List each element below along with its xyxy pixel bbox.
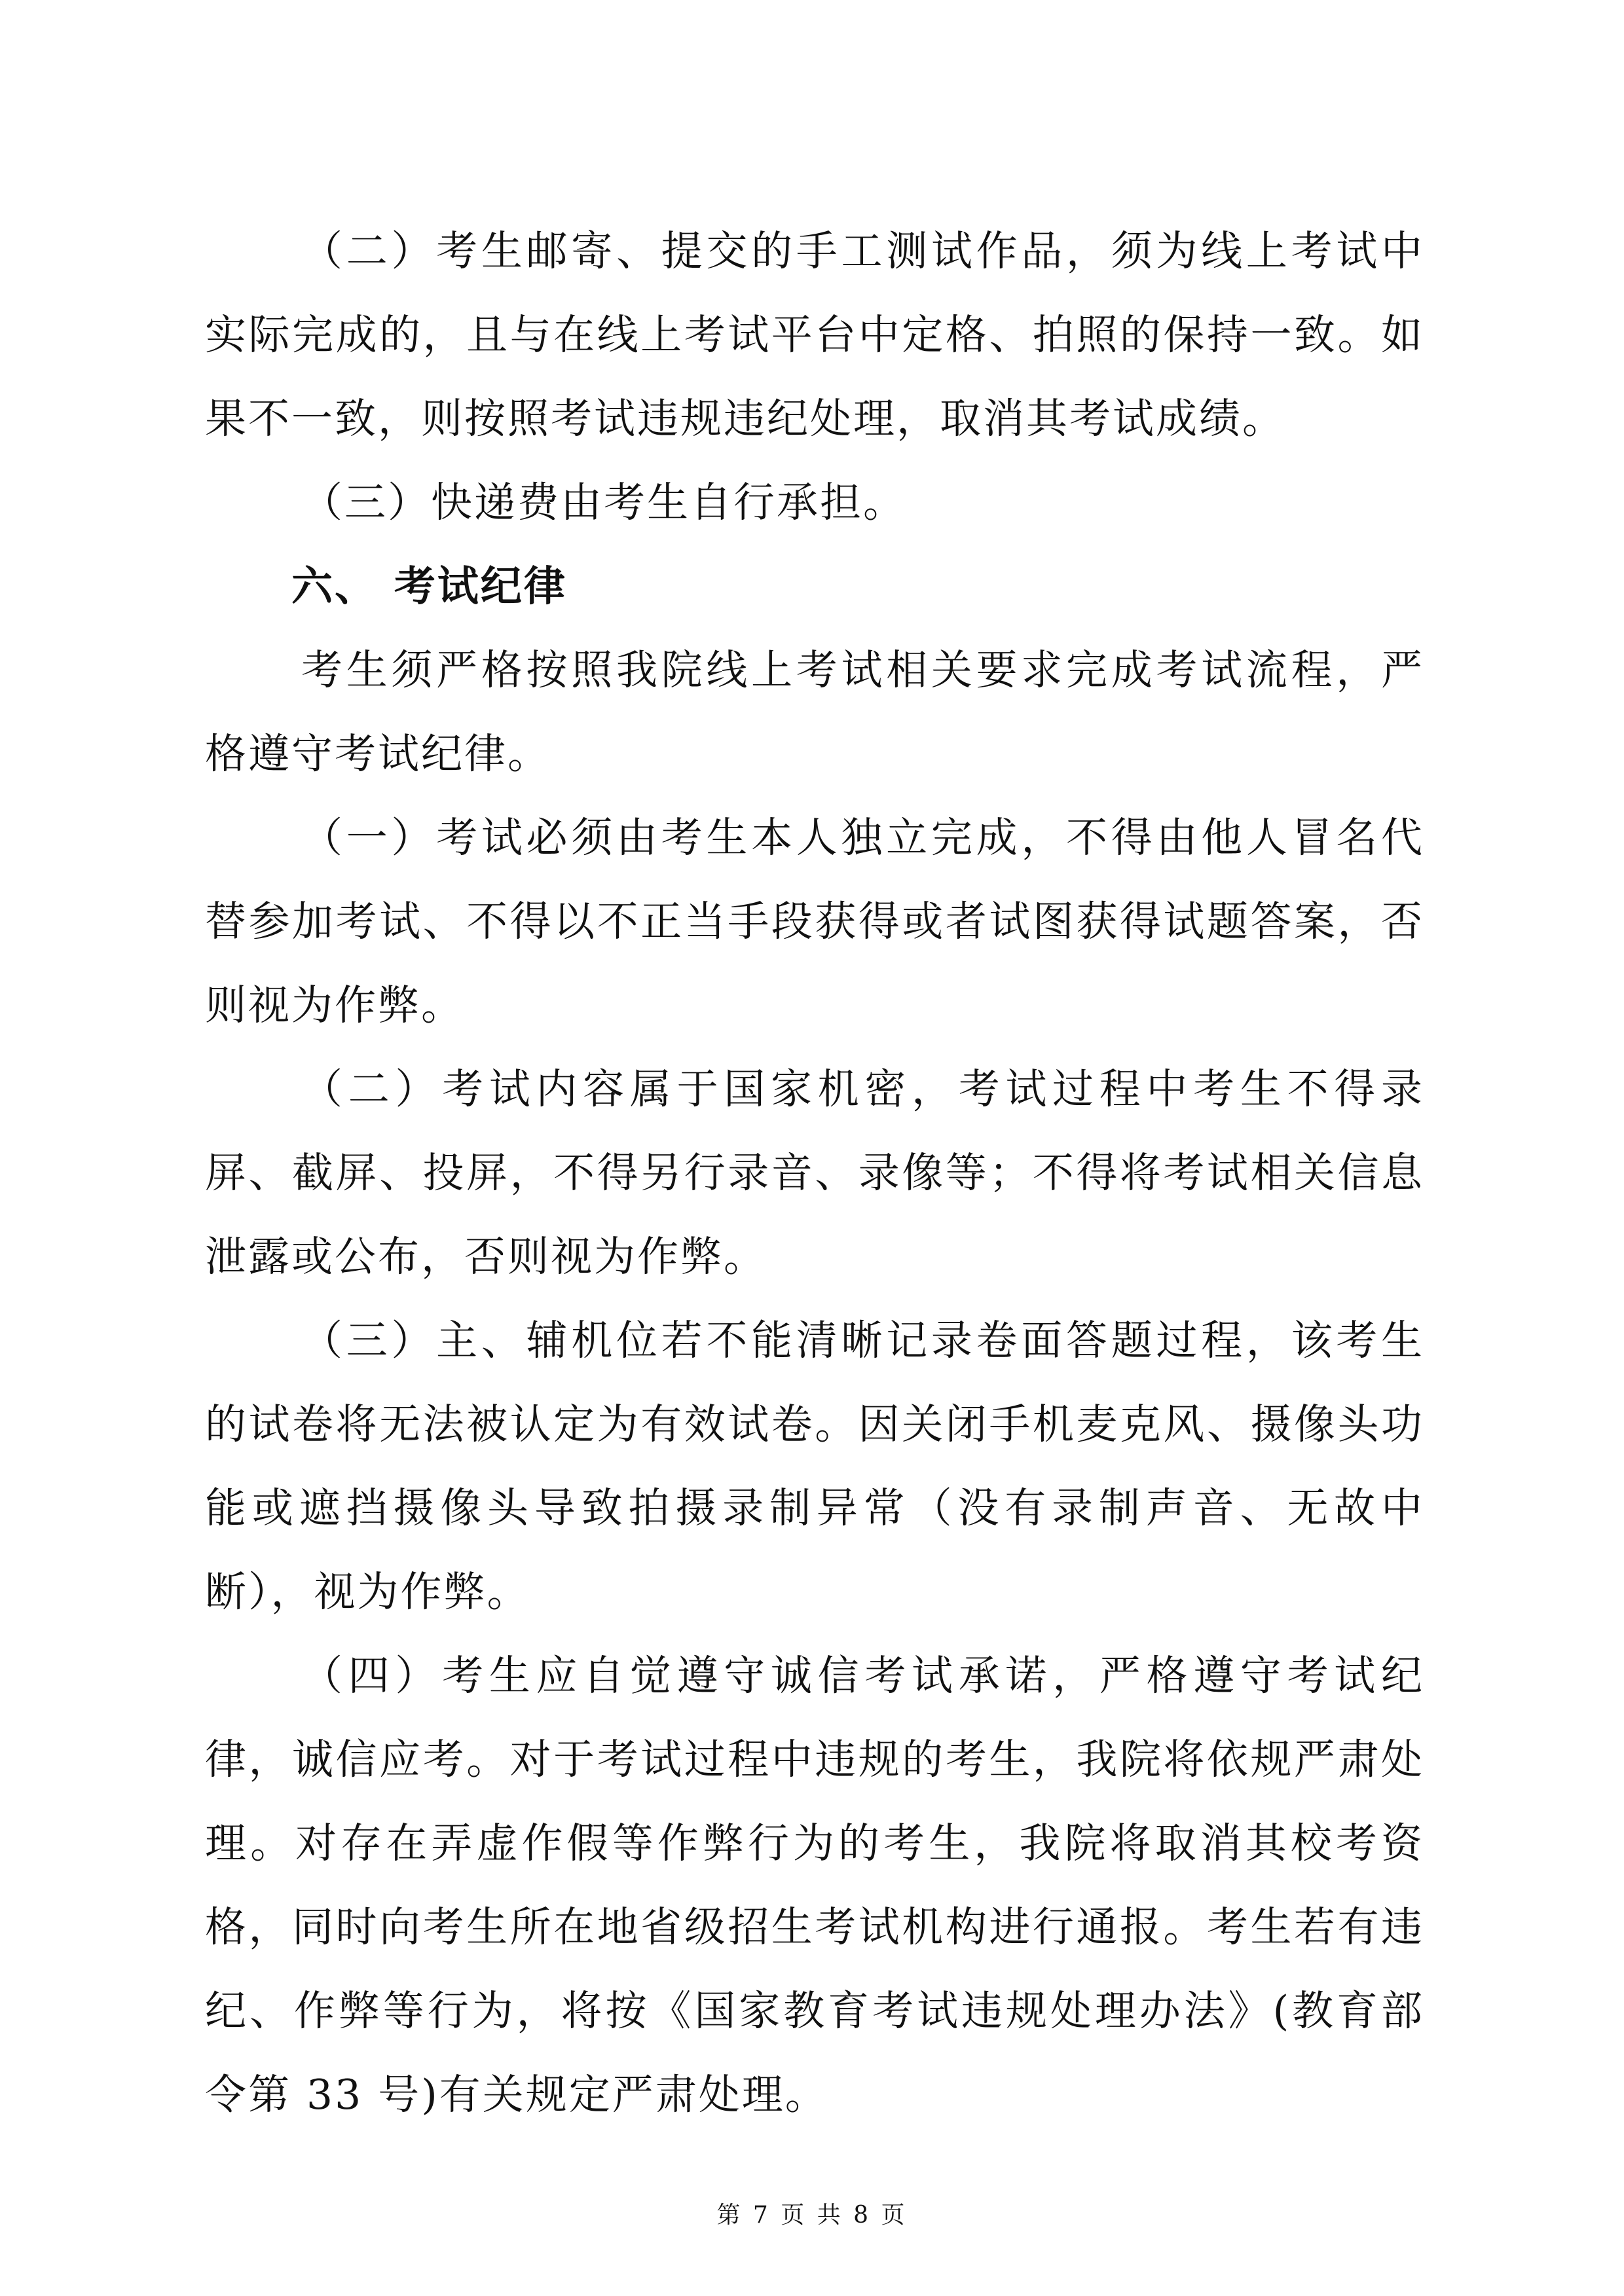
paragraph-integrity-pledge: （四）考生应自觉遵守诚信考试承诺，严格遵守考试纪律，诚信应考。对于考试过程中违规的考生，我院将依规严肃处理。对存在弄虚作假等作弊行为的考生，我院将取消其校考资格，同时向考生所在地省级招生考试机构进行通报。考生若有违纪、作弊等行为，将按《国家教育考试违规处理办法》(教育部令第 33 号)有关规定严肃处理。 [205,1652,1424,2119]
paragraph-confidentiality: （二）考试内容属于国家机密，考试过程中考生不得录屏、截屏、投屏，不得另行录音、录像等；不得将考试相关信息泄露或公布，否则视为作弊。 [205,1065,1424,1281]
paragraph-shipping-fee: （三）快递费由考生自行承担。 [301,479,906,526]
document-body [205,210,1424,2137]
paragraph-independent-completion: （一）考试必须由考生本人独立完成，不得由他人冒名代替参加考试、不得以不正当手段获得或者试图获得试题答案，否则视为作弊。 [205,814,1424,1029]
page-number-footer: 第 7 页 共 8 页 [716,2202,908,2229]
paragraph-discipline-intro: 考生须严格按照我院线上考试相关要求完成考试流程，严格遵守考试纪律。 [205,646,1424,778]
section-heading-exam-discipline: 六、 考试纪律 [291,562,567,610]
paragraph-camera-requirements: （三）主、辅机位若不能清晰记录卷面答题过程，该考生的试卷将无法被认定为有效试卷。因关闭手机麦克风、摄像头功能或遮挡摄像头导致拍摄录制异常（没有录制声音、无故中断），视为作弊。 [205,1317,1424,1616]
paragraph-mailing-works: （二）考生邮寄、提交的手工测试作品，须为线上考试中实际完成的，且与在线上考试平台中定格、拍照的保持一致。如果不一致，则按照考试违规违纪处理，取消其考试成绩。 [205,227,1424,443]
